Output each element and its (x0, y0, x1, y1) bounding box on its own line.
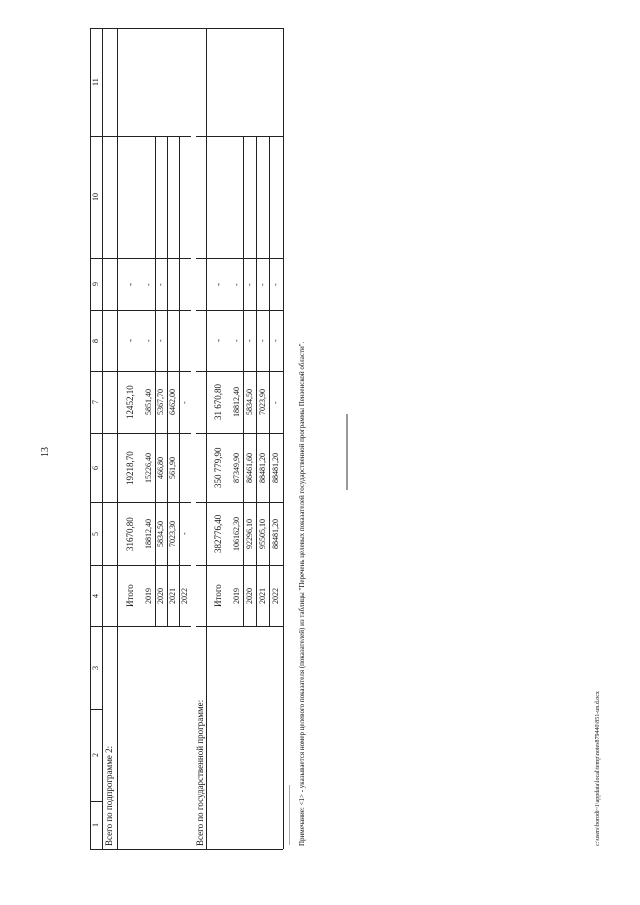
data-col-rule (103, 433, 191, 434)
cell-value: 5367,70 (156, 389, 165, 415)
data-col-rule (196, 626, 283, 627)
cell-value: 350 779,90 (213, 447, 223, 488)
cell-value: 18812,40 (232, 387, 241, 417)
data-col-rule (103, 371, 191, 372)
column-number: 11 (91, 78, 100, 86)
page-number: 13 (40, 447, 51, 457)
section-rule (117, 28, 118, 849)
table-border (90, 28, 91, 849)
box-rule (117, 136, 191, 137)
header-col-rule (90, 136, 102, 137)
cell-value: - (244, 282, 254, 286)
cell-value: - (144, 282, 153, 286)
year-label: 2022 (271, 587, 280, 604)
column-number: 1 (91, 823, 100, 827)
header-col-rule (90, 258, 102, 259)
header-col-rule (90, 565, 102, 566)
data-col-rule (103, 310, 191, 311)
header-col-rule (90, 801, 102, 802)
column-number: 6 (91, 465, 100, 470)
data-col-rule (196, 433, 283, 434)
column-number: 9 (91, 282, 100, 286)
column-number: 8 (91, 338, 100, 343)
cell-value: - (156, 339, 165, 342)
data-col-rule (196, 371, 283, 372)
section-title: Всего по подпрограмме 2: (104, 745, 114, 846)
cell-value: 88481,20 (257, 452, 267, 483)
cell-value: 92296,10 (244, 518, 254, 549)
year-row-rule (256, 136, 257, 626)
total-label: Итого (124, 584, 135, 607)
total-label: Итого (213, 584, 223, 607)
cell-value: 7023,30 (168, 520, 177, 547)
data-col-rule (103, 502, 191, 503)
cell-value: - (156, 282, 165, 286)
header-col-rule (90, 502, 102, 503)
cell-value: 88481,20 (271, 518, 280, 549)
column-number: 2 (91, 753, 100, 757)
cell-value: 382776,40 (213, 514, 223, 553)
cell-value: 561,90 (168, 456, 177, 479)
data-col-rule (103, 565, 191, 566)
cell-value: - (257, 339, 267, 342)
header-rule (102, 28, 103, 849)
cell-value: - (232, 339, 241, 342)
cell-value: 5834,50 (156, 520, 165, 547)
year-label: 2022 (180, 587, 189, 604)
year-label: 2021 (168, 587, 177, 604)
section-rule (206, 28, 207, 849)
year-label: 2021 (257, 587, 267, 604)
cell-value: - (180, 532, 189, 535)
footnote-separator: ------------------------------ (287, 785, 293, 845)
cell-value: 86461,60 (244, 452, 254, 483)
cell-value: - (244, 339, 254, 342)
cell-value: 106162,30 (232, 516, 241, 551)
cell-value: 31670,80 (124, 516, 135, 551)
year-label: 2020 (244, 587, 254, 604)
cell-value: 5851,40 (144, 389, 153, 415)
header-col-rule (90, 433, 102, 434)
column-number: 3 (91, 665, 100, 670)
header-col-rule (90, 626, 102, 627)
data-col-rule (196, 565, 283, 566)
cell-value: - (232, 282, 241, 286)
table-border (90, 28, 283, 29)
header-col-rule (90, 310, 102, 311)
cell-value: 31 670,80 (213, 384, 223, 420)
cell-value: - (124, 339, 135, 342)
cell-value: 87349,90 (232, 452, 241, 483)
cell-value: - (257, 282, 267, 286)
box-rule (117, 258, 191, 259)
box-rule (206, 136, 283, 137)
cell-value: 12452,10 (124, 385, 135, 419)
column-number: 7 (91, 400, 100, 404)
cell-value: - (213, 339, 223, 342)
cell-value: 88481,20 (271, 452, 280, 483)
cell-value: - (180, 400, 189, 404)
year-label: 2019 (144, 587, 153, 604)
cell-value: 18812,40 (144, 518, 153, 549)
cell-value: 7023,90 (257, 389, 267, 415)
header-col-rule (90, 709, 102, 710)
data-col-rule (196, 310, 283, 311)
cell-value: 5834,50 (244, 389, 254, 415)
cell-value: 6462,00 (168, 389, 177, 415)
cell-value: 466,80 (156, 456, 165, 479)
cell-value: 19218,70 (124, 450, 135, 485)
column-number: 4 (91, 593, 100, 598)
year-row-rule (179, 136, 180, 626)
footnote-note: Примечание: <1> - указывается номер целевого показателя (показателей) из таблицы "Перечень целевых показателей государственной программы Пензенской области". (297, 341, 306, 846)
cell-value: - (271, 339, 280, 342)
data-col-rule (103, 626, 191, 627)
section-title: Всего по государственной программе: (195, 699, 205, 846)
cell-value: - (144, 339, 153, 342)
year-row-rule (269, 136, 270, 626)
column-number: 5 (91, 531, 100, 536)
cell-value: 15226,40 (144, 452, 153, 483)
cell-value: 95505,10 (257, 518, 267, 549)
column-number: 10 (91, 193, 100, 201)
data-col-rule (196, 502, 283, 503)
cell-value: - (271, 400, 280, 404)
year-label: 2020 (156, 587, 165, 604)
cell-value: - (124, 282, 135, 286)
box-rule (206, 258, 283, 259)
header-col-rule (90, 371, 102, 372)
file-path: c:\users\borodi~1\appdata\local\temp\notes879440\851-un.d.ocx (595, 691, 601, 846)
year-row-rule (167, 136, 168, 626)
year-row-rule (243, 136, 244, 626)
cell-value: - (213, 282, 223, 286)
table-border (283, 28, 284, 849)
table-border (90, 849, 283, 850)
year-row-rule (155, 136, 156, 626)
year-label: 2019 (232, 587, 241, 604)
cell-value: - (271, 282, 280, 286)
